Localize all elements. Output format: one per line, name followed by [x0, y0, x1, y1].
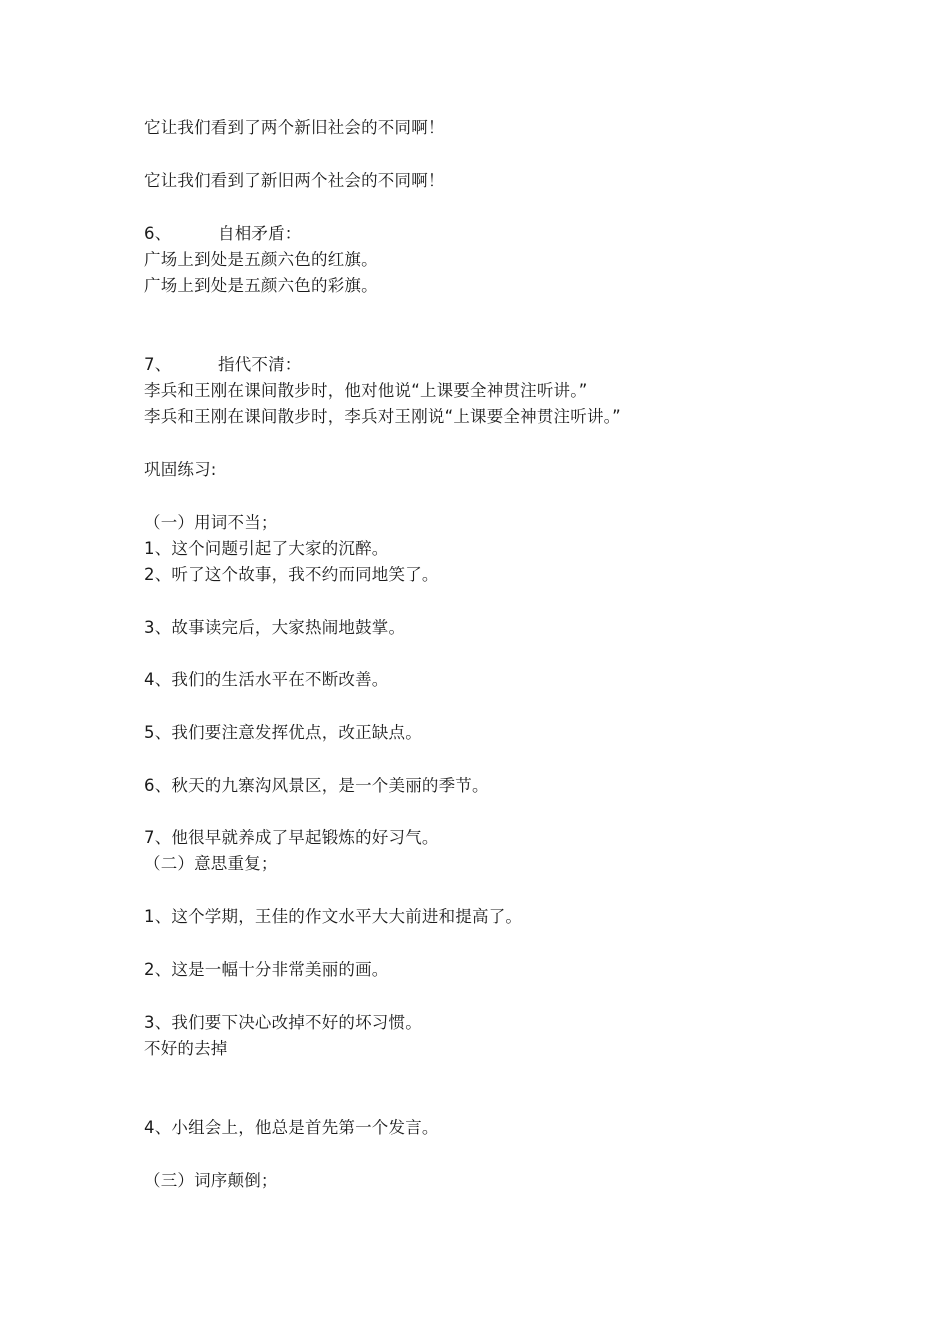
- text-line: 李兵和王刚在课间散步时，他对他说“上课要全神贯注听讲。”: [144, 381, 588, 400]
- section-number: 7、: [144, 355, 172, 374]
- note-line: 不好的去掉: [144, 1039, 228, 1058]
- subsection-heading: （一）用词不当；: [144, 513, 278, 532]
- list-item: 7、他很早就养成了早起锻炼的好习气。: [144, 828, 439, 847]
- text-line: 巩固练习:: [144, 460, 217, 479]
- list-item: 3、我们要下决心改掉不好的坏习惯。: [144, 1013, 422, 1032]
- text-line: 广场上到处是五颜六色的红旗。: [144, 250, 378, 269]
- list-item: 2、听了这个故事，我不约而同地笑了。: [144, 565, 439, 584]
- section-title: 指代不清：: [218, 355, 302, 374]
- list-item: 5、我们要注意发挥优点，改正缺点。: [144, 723, 422, 742]
- text-line: 它让我们看到了新旧两个社会的不同啊！: [144, 171, 445, 190]
- list-item: 2、这是一幅十分非常美丽的画。: [144, 960, 389, 979]
- section-number: 6、: [144, 224, 172, 243]
- text-line: 李兵和王刚在课间散步时，李兵对王刚说“上课要全神贯注听讲。”: [144, 407, 621, 426]
- list-item: 4、小组会上，他总是首先第一个发言。: [144, 1118, 439, 1137]
- section-heading: [144, 355, 302, 375]
- text-line: 它让我们看到了两个新旧社会的不同啊！: [144, 118, 445, 137]
- list-item: 1、这个问题引起了大家的沉醉。: [144, 539, 389, 558]
- list-item: 1、这个学期，王佳的作文水平大大前进和提高了。: [144, 907, 523, 926]
- subsection-heading: （三）词序颠倒；: [144, 1171, 278, 1190]
- list-item: 4、我们的生活水平在不断改善。: [144, 670, 389, 689]
- list-item: 3、故事读完后，大家热闹地鼓掌。: [144, 618, 406, 637]
- section-title: 自相矛盾：: [218, 224, 302, 243]
- subsection-heading: （二）意思重复；: [144, 854, 278, 873]
- section-heading: [144, 224, 302, 244]
- list-item: 6、秋天的九寨沟风景区，是一个美丽的季节。: [144, 776, 489, 795]
- text-line: 广场上到处是五颜六色的彩旗。: [144, 276, 378, 295]
